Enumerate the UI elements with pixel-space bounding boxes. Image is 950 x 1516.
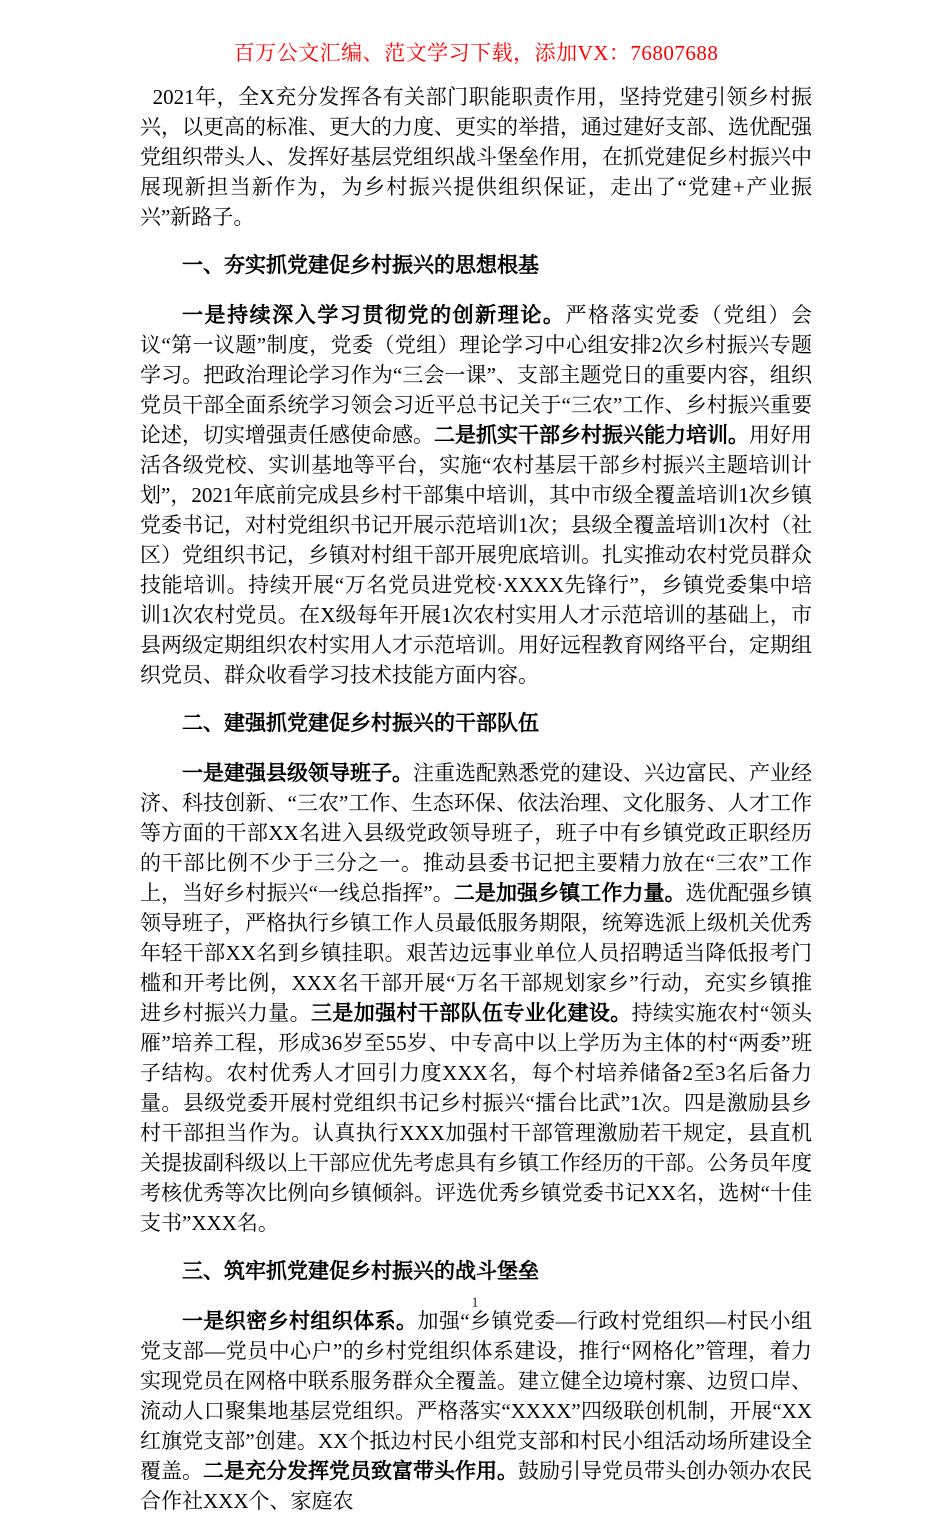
section-heading-1: 一、夯实抓党建促乡村振兴的思想根基 — [182, 253, 539, 277]
section-heading-2: 二、建强抓党建促乡村振兴的干部队伍 — [182, 711, 539, 735]
header-notice: 百万公文汇编、范文学习下载，添加VX：76807688 — [233, 41, 719, 65]
bold-lead-text: 一是持续深入学习贯彻党的创新理论。 — [182, 303, 566, 327]
body-text: 严格落实党委（党组）会议“第一议题”制度，党委（党组）理论学习中心组安排2次乡村振兴专题学习。把政治理论学习作为“三会一课”、支部主题党日的重要内容，组织党员干部全面系统学习领会习近平总书记关于“三农”工作、乡村振兴重要论述，切实增强责任感使命感。 — [140, 303, 813, 447]
body-text: 加强“乡镇党委—行政村党组织—村民小组党支部—党员中心户”的乡村党组织体系建设，推行“网格化”管理，着力实现党员在网格中联系服务群众全覆盖。建立健全边境村寨、边贸口岸、流动人口聚集地基层党组织。严格落实“XXXX”四级联创机制，开展“XX红旗党支部”创建。XX个抵边村民小组党支部和村民小组活动场所建设全覆盖。 — [140, 1309, 813, 1483]
body-text: 持续实施农村“领头雁”培养工程，形成36岁至55岁、中专高中以上学历为主体的村“两委”班子结构。农村优秀人才回引力度XXX名，每个村培养储备2至3名后备力量。县级党委开展村党组织书记乡村振兴“擂台比武”1次。四是激励县乡村干部担当作为。认真执行XXX加强村干部管理激励若干规定，县直机关提拔副科级以上干部应优先考虑具有乡镇工作经历的干部。公务员年度考核优秀等次比例向乡镇倾斜。评选优秀乡镇党委书记XX名，选树“十佳支书”XXX名。 — [140, 1001, 813, 1235]
page-number: 1 — [471, 1295, 479, 1311]
bold-lead-text: 一是织密乡村组织体系。 — [182, 1309, 418, 1333]
section-paragraph-2 — [140, 758, 812, 1238]
bold-lead-text: 二是抓实干部乡村振兴能力培训。 — [434, 423, 749, 447]
section-heading-3: 三、筑牢抓党建促乡村振兴的战斗堡垒 — [182, 1259, 539, 1283]
bold-lead-text: 一是建强县级领导班子。 — [182, 761, 413, 785]
body-text: 选优配强乡镇领导班子，严格执行乡镇工作人员最低服务期限，统筹选派上级机关优秀年轻干部XX名到乡镇挂职。艰苦边远事业单位人员招聘适当降低报考门槛和开考比例，XXX名干部开展“万名干部规划家乡”行动，充实乡镇推进乡村振兴力量。 — [140, 881, 813, 1025]
bold-lead-text: 二是充分发挥党员致富带头作用。 — [203, 1459, 518, 1483]
body-text: 鼓励引导党员带头创办领办农民合作社XXX个、家庭农 — [140, 1459, 812, 1513]
section-paragraph-1 — [140, 300, 812, 690]
intro-paragraph: 2021年，全X充分发挥各有关部门职能职责作用，坚持党建引领乡村振兴，以更高的标准、更大的力度、更实的举措，通过建好支部、选优配强党组织带头人、发挥好基层党组织战斗堡垒作用，在抓党建促乡村振兴中展现新担当新作为，为乡村振兴提供组织保证，走出了“党建+产业振兴”新路子。 — [140, 85, 812, 229]
bold-lead-text: 三是加强村干部队伍专业化建设。 — [311, 1001, 632, 1025]
bold-lead-text: 二是加强乡镇工作力量。 — [453, 881, 686, 905]
section-paragraph-3 — [140, 1306, 812, 1516]
body-text: 用好用活各级党校、实训基地等平台，实施“农村基层干部乡村振兴主题培训计划”，2021年底前完成县乡村干部集中培训，其中市级全覆盖培训1次乡镇党委书记，对村党组织书记开展示范培训1次；县级全覆盖培训1次村（社区）党组织书记，乡镇对村组干部开展兜底培训。扎实推动农村党员群众技能培训。持续开展“万名党员进党校·XXXX先锋行”，乡镇党委集中培训1次农村党员。在X级每年开展1次农村实用人才示范培训的基础上，市县两级定期组织农村实用人才示范培训。用好远程教育网络平台，定期组织党员、群众收看学习技术技能方面内容。 — [140, 423, 812, 687]
body-text: 注重选配熟悉党的建设、兴边富民、产业经济、科技创新、“三农”工作、生态环保、依法治理、文化服务、人才工作等方面的干部XX名进入县级党政领导班子，班子中有乡镇党政正职经历的干部比例不少于三分之一。推动县委书记把主要精力放在“三农”工作上，当好乡村振兴“一线总指挥”。 — [140, 761, 812, 905]
